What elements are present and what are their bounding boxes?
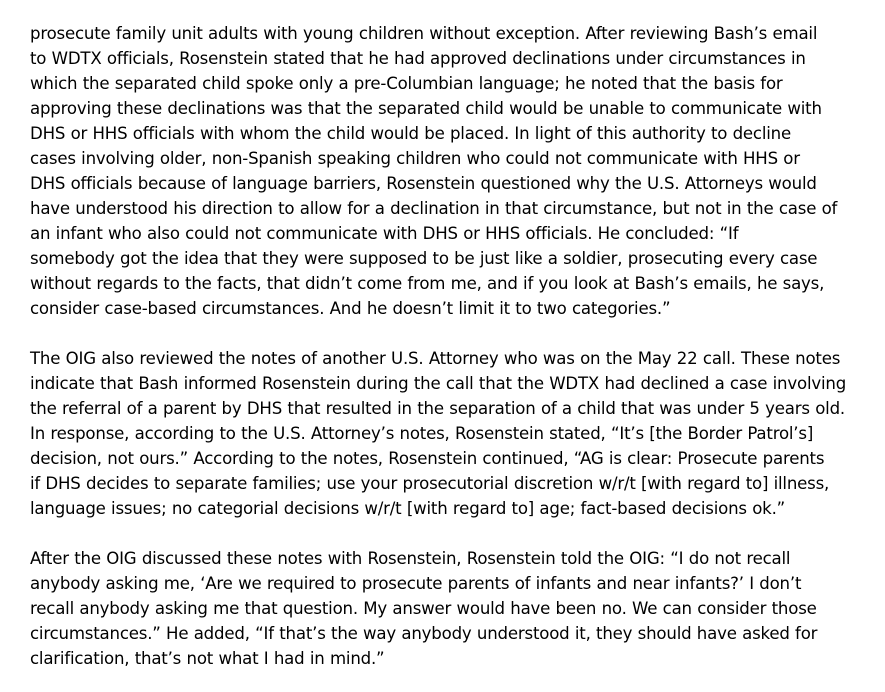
paragraph-oig-discussion: After the OIG discussed these notes with Rosenstein, Rosenstein told the OIG: “I do not recall anybody asking me, ‘Are we required to prosecute parents of infants and near infants?’ I don’t recall anybody asking me that question. My answer would have been no. We can consider those circumstances.” He added, “If that’s the way anybody understood it, they should have asked for clarification, that’s not what I had in mind.” [30, 549, 818, 668]
document-body [30, 21, 875, 671]
paragraph-rosenstein-declinations: prosecute family unit adults with young children without exception. After reviewing Bash’s email to WDTX officials, Rosenstein stated that he had approved declinations under circumstances in which the separated child spoke only a pre-Columbian language; he noted that the basis for approving these declinations was that the separated child would be unable to communicate with DHS or HHS officials with whom the child would be placed. In light of this authority to decline cases involving older, non-Spanish speaking children who could not communicate with HHS or DHS officials because of language barriers, Rosenstein questioned why the U.S. Attorneys would have understood his direction to allow for a declination in that circumstance, but not in the case of an infant who also could not communicate with DHS or HHS officials. He concluded: “If somebody got the idea that they were supposed to be just like a soldier, prosecuting every case without regards to the facts, that didn’t come from me, and if you look at Bash’s emails, he says, consider case-based circumstances. And he doesn’t limit it to two categories.” [30, 24, 838, 318]
paragraph-us-attorney-notes: The OIG also reviewed the notes of another U.S. Attorney who was on the May 22 call. These notes indicate that Bash informed Rosenstein during the call that the WDTX had declined a case involving the referral of a parent by DHS that resulted in the separation of a child that was under 5 years old. In response, according to the U.S. Attorney’s notes, Rosenstein stated, “It’s [the Border Patrol’s] decision, not ours.” According to the notes, Rosenstein continued, “AG is clear: Prosecute parents if DHS decides to separate families; use your prosecutorial discretion w/r/t [with regard to] illness, language issues; no categorial decisions w/r/t [with regard to] age; fact-based decisions ok.” [30, 349, 847, 518]
